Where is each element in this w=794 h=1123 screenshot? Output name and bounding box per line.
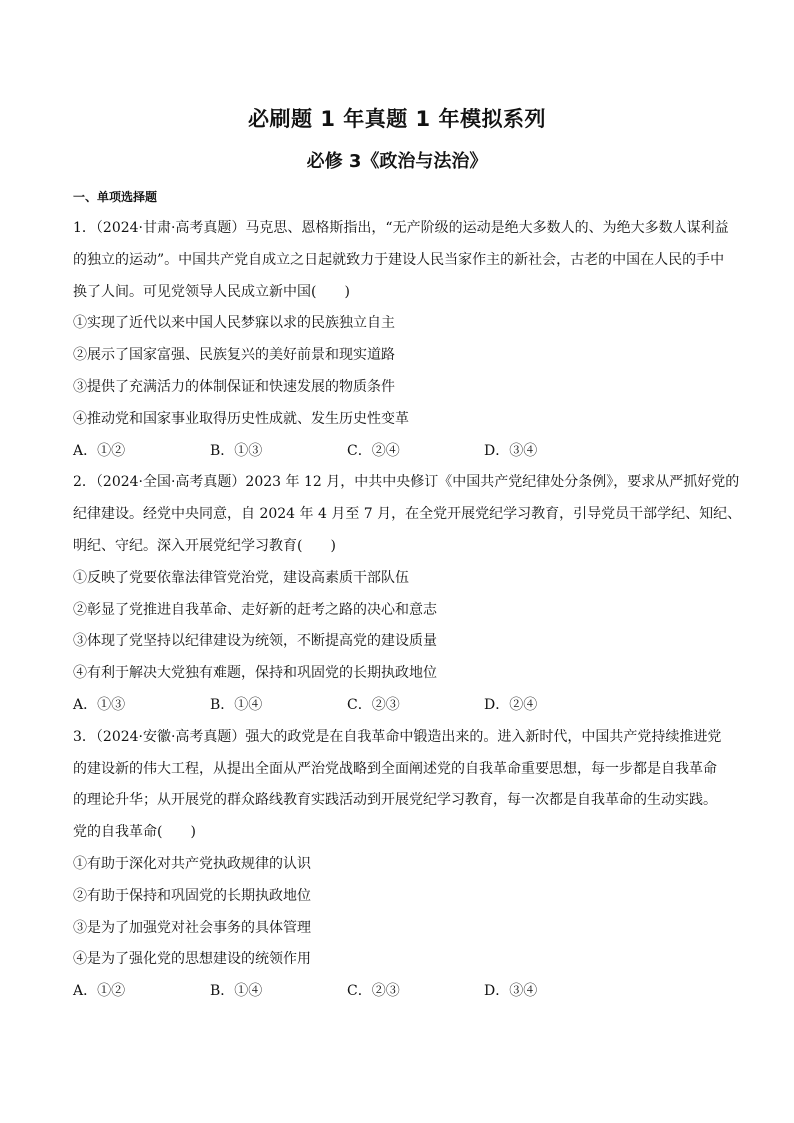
statement-item: ②彰显了党推进自我革命、走好新的赶考之路的决心和意志 — [73, 601, 437, 618]
option-d: D．③④ — [484, 983, 538, 1000]
question-stem-line: 换了人间。可见党领导人民成立新中国( ) — [73, 283, 350, 300]
question-stem-line: 3．（2024·安徽·高考真题）强大的政党是在自我革命中锻造出来的。进入新时代，中国共产党持续推进党 — [73, 728, 722, 745]
statement-item: ③提供了充满活力的体制保证和快速发展的物质条件 — [73, 378, 395, 395]
option-b: B．①④ — [210, 696, 263, 713]
question-stem-line: 的理论升华；从开展党的群众路线教育实践活动到开展党纪学习教育，每一次都是自我革命的生动实践。 — [73, 792, 717, 809]
option-c: C．②④ — [347, 442, 400, 459]
statement-item: ②有助于保持和巩固党的长期执政地位 — [73, 887, 311, 904]
answer-options — [73, 436, 733, 468]
question-2 — [73, 467, 742, 721]
option-a: A．①③ — [73, 696, 126, 713]
statement-item: ④是为了强化党的思想建设的统领作用 — [73, 951, 311, 968]
page-title: 必刷题 1 年真题 1 年模拟系列 — [248, 107, 546, 131]
statement-item: ②展示了国家富强、民族复兴的美好前景和现实道路 — [73, 347, 395, 364]
statement-item: ①有助于深化对共产党执政规律的认识 — [73, 855, 311, 872]
option-a: A．①② — [73, 442, 126, 459]
option-c: C．②③ — [347, 983, 400, 1000]
questions-content — [73, 213, 742, 1008]
statement-item: ④推动党和国家事业取得历史性成就、发生历史性变革 — [73, 410, 409, 427]
option-a: A．①② — [73, 983, 126, 1000]
statement-item: ①实现了近代以来中国人民梦寐以求的民族独立自主 — [73, 315, 395, 332]
page-subtitle: 必修 3《政治与法治》 — [306, 151, 488, 172]
question-stem-line: 党的自我革命( ) — [73, 824, 196, 841]
question-stem-line: 2．（2024·全国·高考真题）2023 年 12 月，中共中央修订《中国共产党纪律处分条例》，要求从严抓好党的 — [73, 474, 740, 491]
answer-options — [73, 976, 733, 1008]
question-stem-line: 纪律建设。经党中央同意，自 2024 年 4 月至 7 月，在全党开展党纪学习教育，引导党员干部学纪、知纪、 — [73, 506, 742, 523]
question-stem-line: 1．（2024·甘肃·高考真题）马克思、恩格斯指出，“无产阶级的运动是绝大多数人的、为绝大多数人谋利益 — [73, 220, 729, 236]
section-heading: 一、单项选择题 — [73, 190, 158, 204]
question-3 — [73, 722, 733, 1008]
answer-options — [73, 690, 733, 722]
option-b: B．①③ — [210, 442, 263, 459]
question-stem-line: 明纪、守纪。深入开展党纪学习教育( ) — [73, 537, 336, 554]
statement-item: ④有利于解决大党独有难题，保持和巩固党的长期执政地位 — [73, 665, 437, 682]
question-stem-line: 的独立的运动”。中国共产党自成立之日起就致力于建设人民当家作主的新社会，古老的中国在人民的手中 — [73, 251, 725, 268]
option-b: B．①④ — [210, 983, 263, 1000]
option-c: C．②③ — [347, 696, 400, 713]
statement-item: ①反映了党要依靠法律管党治党，建设高素质干部队伍 — [73, 569, 409, 586]
question-stem-line: 的建设新的伟大工程，从提出全面从严治党战略到全面阐述党的自我革命重要思想，每一步都是自我革命 — [73, 760, 717, 777]
question-1 — [73, 213, 733, 467]
option-d: D．②④ — [484, 696, 538, 713]
statement-item: ③是为了加强党对社会事务的具体管理 — [73, 919, 311, 936]
option-d: D．③④ — [484, 442, 538, 459]
statement-item: ③体现了党坚持以纪律建设为统领，不断提高党的建设质量 — [73, 633, 437, 650]
